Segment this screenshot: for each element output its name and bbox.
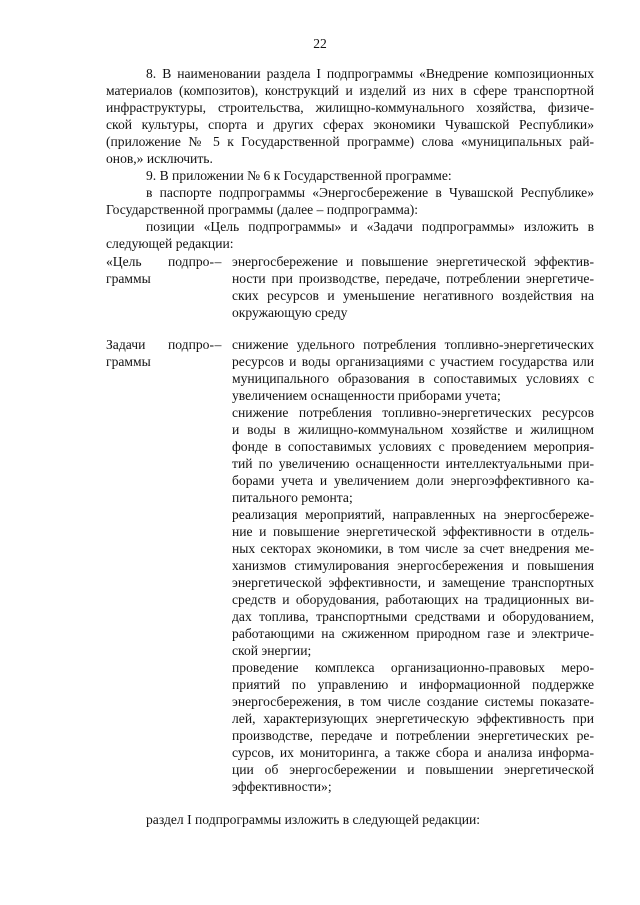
goal-dash: – [214, 254, 222, 269]
tasks-text-line: муниципального образования в сопоставимых условиях с [232, 371, 594, 386]
tasks-text-line: энергетической эффективности, и замещение транспортных [232, 575, 594, 590]
tasks-text-line: тий по увеличению оснащенности интеллектуальными при- [232, 456, 594, 471]
tasks-text-line: приятий по управлению и информационной поддержке [232, 677, 594, 692]
tasks-text-line: проведение комплекса организационно-правовых меро- [232, 660, 594, 675]
tasks-text-line: лей, характеризующих энергетическую эффективность при [232, 711, 594, 726]
goal-text-line: ских ресурсов и уменьшение негативного воздействия на [232, 288, 594, 303]
goal-text-line: энергосбережение и повышение энергетической эффектив- [232, 254, 594, 269]
tasks-text-line: реализация мероприятий, направленных на энергосбереже- [232, 507, 594, 522]
tasks-text-line: и воды в жилищно-коммунальном хозяйстве и жилищном [232, 422, 594, 437]
paragraph-line: материалов (композитов), конструкций и изделий из них в сфере транспортной [106, 83, 594, 98]
tasks-text-line: ресурсов и воды организациями с участием государства или [232, 354, 594, 369]
tasks-text-line: сурсов, их мониторинга, а также сбора и анализа информа- [232, 745, 594, 760]
paragraph-line: раздел I подпрограммы изложить в следующей редакции: [146, 812, 481, 827]
tasks-dash: – [214, 337, 222, 352]
goal-label: «Цель подпро- [106, 254, 214, 269]
tasks-text-line: ных секторах экономики, в том числе за счет внедрения ме- [232, 541, 594, 556]
paragraph-line: в паспорте подпрограммы «Энергосбережение в Чувашской Республике» [146, 185, 594, 200]
paragraph-line: Государственной программы (далее – подпрограмма): [106, 202, 419, 217]
paragraph-line: ской культуры, спорта и других сферах экономики Чувашской Республики» [106, 117, 594, 132]
paragraph-line: инфраструктуры, строительства, жилищно-коммунального хозяйства, физиче- [106, 100, 594, 115]
goal-text-line: ности при производстве, передаче, потреблении энергетиче- [232, 271, 594, 286]
paragraph-line: 8. В наименовании раздела I подпрограммы «Внедрение композиционных [146, 66, 594, 81]
tasks-text-line: снижение потребления топливно-энергетических ресурсов [232, 405, 594, 420]
tasks-text-line: снижение удельного потребления топливно-энергетических [232, 337, 594, 352]
tasks-text-line: ние и повышение энергетической эффективности в отдель- [232, 524, 594, 539]
tasks-text-line: эффективности»; [232, 779, 332, 794]
tasks-text-line: увеличением оснащенности приборами учета; [232, 388, 501, 403]
paragraph-line: 9. В приложении № 6 к Государственной программе: [146, 168, 452, 183]
goal-label: граммы [106, 271, 151, 286]
tasks-text-line: ции об энергосбережении и повышении энергетической [232, 762, 594, 777]
page-number: 22 [313, 36, 327, 51]
tasks-text-line: производстве, передаче и потреблении энергетических ре- [232, 728, 594, 743]
tasks-text-line: питального ремонта; [232, 490, 353, 505]
tasks-text-line: фонде в сопоставимых условиях с проведением мероприя- [232, 439, 594, 454]
paragraph-line: онов,» исключить. [106, 151, 213, 166]
paragraph-line: позиции «Цель подпрограммы» и «Задачи подпрограммы» изложить в [146, 219, 594, 234]
tasks-text-line: средств и оборудования, работающих на традиционных ви- [232, 592, 594, 607]
paragraph-line: (приложение № 5 к Государственной программе) слова «муниципальных рай- [106, 134, 594, 149]
tasks-text-line: работающими на сжиженном природном газе и электриче- [232, 626, 594, 641]
tasks-text-line: борами учета и увеличением доли энергоэффективного ка- [232, 473, 594, 488]
tasks-text-line: ской энергии; [232, 643, 312, 658]
tasks-label: Задачи подпро- [106, 337, 214, 352]
tasks-label: граммы [106, 354, 151, 369]
tasks-text-line: энергосбережения, в том числе создание системы показате- [232, 694, 594, 709]
goal-text-line: окружающую среду [232, 305, 348, 320]
paragraph-line: следующей редакции: [106, 236, 234, 251]
tasks-text-line: дах топлива, транспортными средствами и оборудованием, [232, 609, 594, 624]
tasks-text-line: ханизмов стимулирования энергосбережения и повышения [232, 558, 594, 573]
